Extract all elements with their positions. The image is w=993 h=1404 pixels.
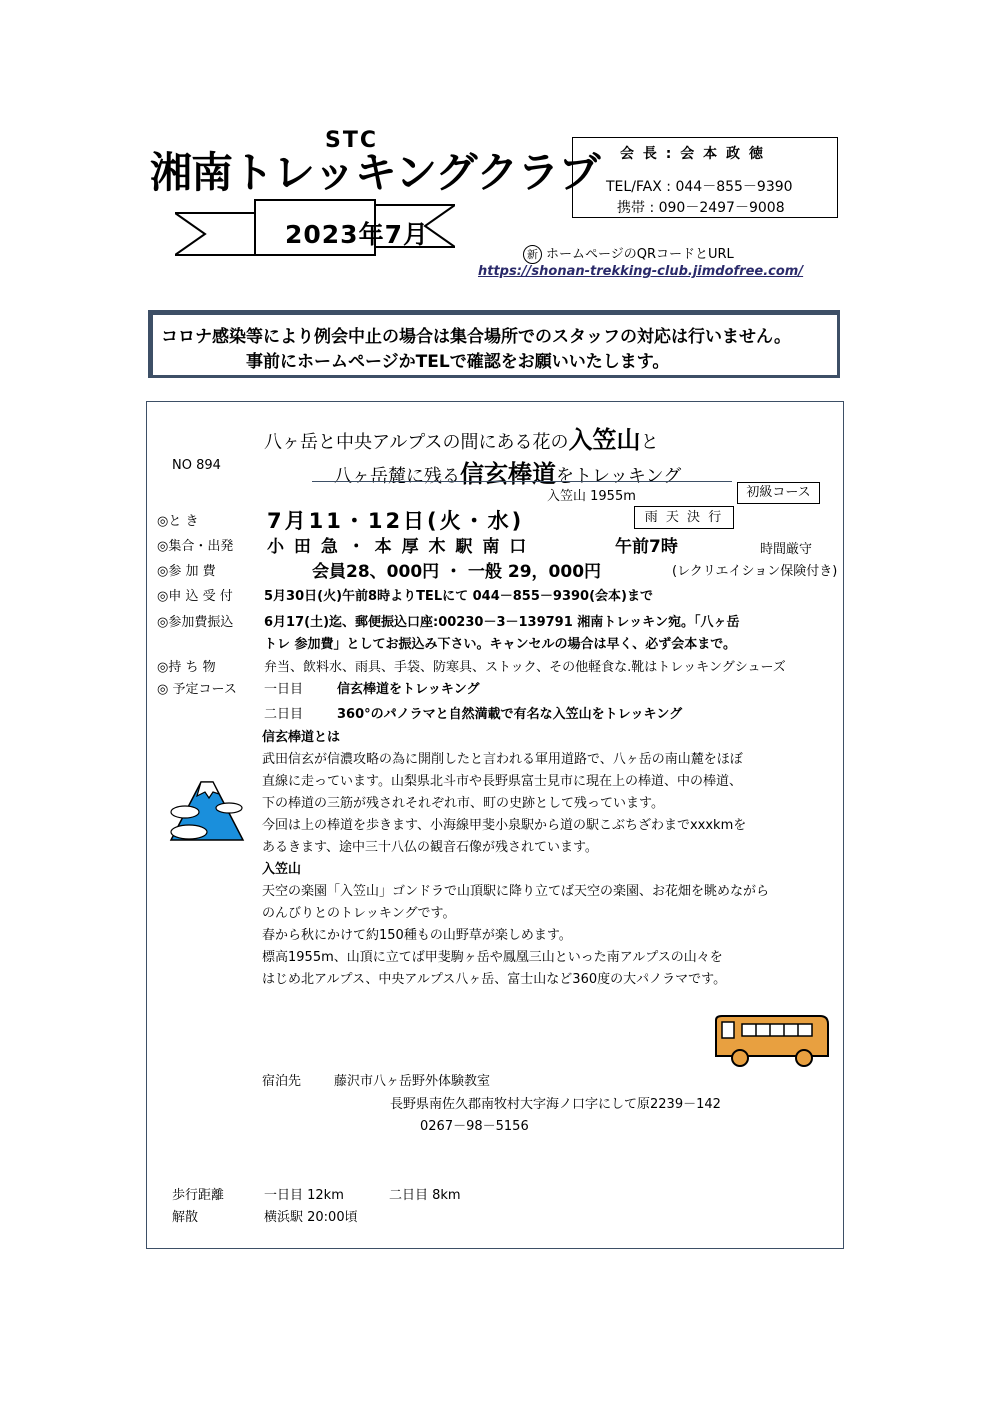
distance-day1: 一日目 12km [264,1188,344,1203]
dismiss-value: 横浜駅 20:00頃 [264,1210,358,1225]
distance-day2: 二日目 8km [389,1188,461,1203]
notice-box [148,310,840,378]
event-box [146,401,844,1249]
title2-big: 信玄棒道 [460,460,556,488]
fee-note: (レクリエイション保険付き) [672,564,838,579]
description [262,727,769,991]
homepage-url-link[interactable]: https://shonan-trekking-club.jimdofree.com/ [478,264,804,279]
meet-label: ◎集合・出発 [157,539,234,554]
desc-para1-line: あるきます、途中三十八仏の観音石像が残されています。 [262,840,598,855]
apply-label: ◎申 込 受 付 [157,589,233,604]
title2-post: をトレッキング [556,466,682,487]
desc-para1-line: 武田信玄が信濃攻略の為に開削したと言われる軍用道路で、八ヶ岳の南山麓をほぼ [262,752,743,767]
mount-fuji-icon [165,774,249,850]
distance-label: 歩行距離 [172,1188,225,1203]
lodging-label: 宿泊先 [262,1074,302,1089]
notice-line1: コロナ感染等により例会中止の場合は集合場所でのスタッフの対応は行いません。 [161,327,792,347]
day2-label: 二日目 [264,707,304,722]
day1-label: 一日目 [264,682,304,697]
title1-big: 入笠山 [568,426,641,454]
homepage-text: ホームページのQRコードとURL [546,247,734,262]
desc-para1-line: 今回は上の棒道を歩きます、小海線甲斐小泉駅から道の駅こぶちざわまでxxxkmを [262,818,747,833]
club-title: 湘南トレッキングクラブ [150,148,600,197]
fee-label: ◎参 加 費 [157,564,216,579]
when-value: 7月11・12日(火・水) [267,509,525,533]
lodging-tel: 0267－98－5156 [420,1119,529,1134]
course-label: ◎ 予定コース [157,682,237,697]
event-title-1 [264,420,659,455]
desc-heading-1: 信玄棒道とは [262,730,341,745]
president: 会 長 : 会 本 政 徳 [620,146,765,162]
event-title-2 [334,454,681,489]
items-value: 弁当、飲料水、雨具、手袋、防寒具、ストック、その他軽食な.靴はトレッキングシューズ [264,660,786,675]
rain-badge: 雨 天 決 行 [634,506,734,529]
when-label: ◎と き [157,514,199,529]
meet-value: 小 田 急 ・ 本 厚 木 駅 南 口 [267,537,529,557]
course-level-badge: 初級コース [737,482,820,504]
transfer-line1: 6月17(土)迄、郵便振込口座:00230－3－139791 湘南トレッキン宛。「八ヶ岳 [264,615,740,630]
mobile: 携帯 : 090－2497－9008 [617,200,785,216]
items-label: ◎持 ち 物 [157,660,216,675]
notice-line2: 事前にホームページかTELで確認をお願いいたします。 [246,352,670,372]
title1-pre: 八ヶ岳と中央アルプスの間にある花の [264,432,569,453]
day2-value: 360°のパノラマと自然満載で有名な入笠山をトレッキング [337,707,683,722]
day1-value: 信玄棒道をトレッキング [337,682,480,697]
contact-box [572,137,838,218]
desc-heading-2: 入笠山 [262,862,302,877]
tel-fax: TEL/FAX : 044－855－9390 [606,179,793,195]
title-underline [312,481,732,482]
desc-para2-line: 春から秋にかけて約150種もの山野草が楽しめます。 [262,928,572,943]
stc-logo-text: STC [325,128,378,153]
transfer-label: ◎参加費振込 [157,615,234,630]
lodging-name: 藤沢市八ヶ岳野外体験教室 [334,1074,491,1089]
desc-para1-line: 下の棒道の三筋が残されそれぞれ市、町の史跡として残っています。 [262,796,664,811]
meet-time: 午前7時 [615,537,678,557]
desc-para2-line: はじめ北アルプス、中央アルプス八ヶ岳、富士山など360度の大パノラマです。 [262,972,727,987]
punctual-note: 時間厳守 [760,542,813,557]
title2-pre: 八ヶ岳麓に残る [334,466,460,487]
desc-para1-line: 直線に走っています。山梨県北斗市や長野県富士見市に現在上の棒道、中の棒道、 [262,774,742,789]
fee-value: 会員28、000円 ・ 一般 29，000円 [312,562,602,582]
issue-date: 2023年7月 [285,220,429,249]
apply-value: 5月30日(火)午前8時よりTELにて 044－855－9390(会本)まで [264,589,653,604]
transfer-line2: トレ 参加費」としてお振込み下さい。キャンセルの場合は早く、必ず会本まで。 [264,637,737,652]
title1-post: と [640,432,659,453]
lodging-address: 長野県南佐久郡南牧村大字海ノ口字にして原2239－142 [390,1097,721,1112]
dismiss-label: 解散 [172,1210,199,1225]
desc-para2-line: 天空の楽園「入笠山」ゴンドラで山頂駅に降り立てば天空の楽園、お花畑を眺めながら [262,884,770,899]
mountain-altitude: 入笠山 1955m [547,489,636,504]
desc-para2-line: のんびりとのトレッキングです。 [262,906,456,921]
new-badge: 新 [523,245,542,264]
bus-icon [710,1012,832,1072]
desc-para2-line: 標高1955m、山頂に立てば甲斐駒ヶ岳や鳳凰三山といった南アルプスの山々を [262,950,723,965]
homepage-label [523,243,734,264]
event-number: NO 894 [172,458,221,473]
